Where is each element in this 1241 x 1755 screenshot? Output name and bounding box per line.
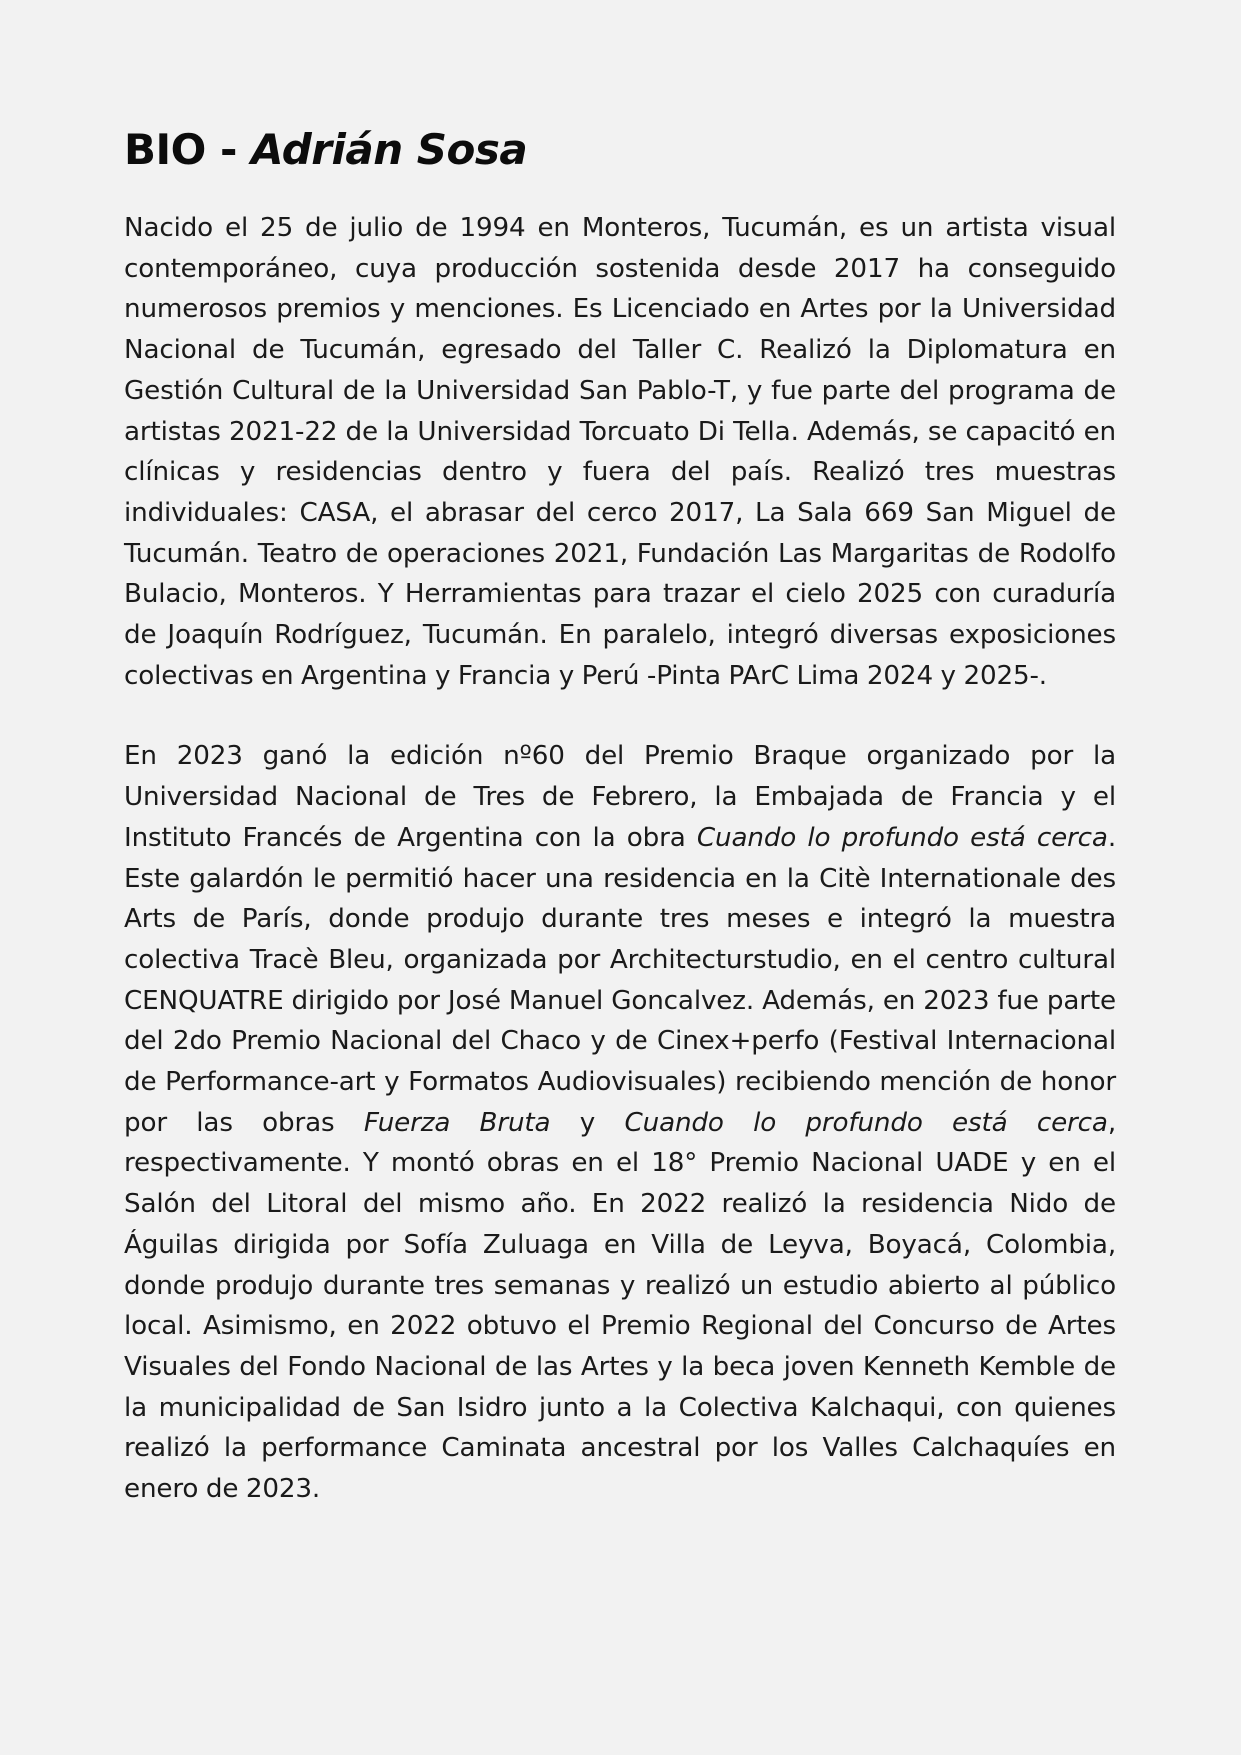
- paragraph-text: , respectivamente. Y montó obras en el 18° Premio Nacional UADE y en el Salón del Litoral del mismo año. En 2022 realizó la residencia Nido de Águilas dirigida por Sofía Zuluaga en Villa de Leyva, Boyacá, Colombia, donde produjo durante tres semanas y realizó un estudio abierto al público local. Asimismo, en 2022 obtuvo el Premio Regional del Concurso de Artes Visuales del Fondo Nacional de las Artes y la beca joven Kenneth Kemble de la municipalidad de San Isidro junto a la Colectiva Kalchaqui, con quienes realizó la performance Caminata ancestral por los Valles Calchaquíes en enero de 2023.: [124, 1107, 1117, 1505]
- document-page: [124, 122, 1116, 1510]
- bio-paragraph-2: [124, 736, 1116, 1509]
- paragraph-text: En 2023 ganó la edición nº60 del Premio Braque organizado por la Universidad Nacional de Tres de Febrero, la Embajada de Francia y el Instituto Francés de Argentina con la obra: [124, 741, 1116, 853]
- paragraph-text: . Este galardón le permitió hacer una residencia en la Citè Internationale des Arts de París, donde produjo durante tres meses e integró la muestra colectiva Tracè Bleu, organizada por Architecturstudio, en el centro cultural CENQUATRE dirigido por José Manuel Goncalvez. Además, en 2023 fue parte del 2do Premio Nacional del Chaco y de Cinex+perfo (Festival Internacional de Performance-art y Formatos Audiovisuales) recibiendo mención de honor por las obras: [124, 822, 1117, 1138]
- artwork-title: Cuando lo profundo está cerca: [696, 822, 1108, 853]
- artwork-title: Fuerza Bruta: [363, 1107, 551, 1138]
- title-artist-name: Adrián Sosa: [251, 125, 528, 174]
- artwork-title: Cuando lo profundo está cerca: [624, 1107, 1108, 1138]
- bio-paragraph-1: Nacido el 25 de julio de 1994 en Monteros, Tucumán, es un artista visual contemporáneo, cuya producción sostenida desde 2017 ha conseguido numerosos premios y menciones. Es Licenciado en Artes por la Universidad Nacional de Tucumán, egresado del Taller C. Realizó la Diplomatura en Gestión Cultural de la Universidad San Pablo-T, y fue parte del programa de artistas 2021-22 de la Universidad Torcuato Di Tella. Además, se capacitó en clínicas y residencias dentro y fuera del país. Realizó tres muestras individuales: CASA, el abrasar del cerco 2017, La Sala 669 San Miguel de Tucumán. Teatro de operaciones 2021, Fundación Las Margaritas de Rodolfo Bulacio, Monteros. Y Herramientas para trazar el cielo 2025 con curaduría de Joaquín Rodríguez, Tucumán. En paralelo, integró diversas exposiciones colectivas en Argentina y Francia y Perú -Pinta PArC Lima 2024 y 2025-.: [124, 213, 1116, 691]
- title-prefix: BIO -: [124, 125, 252, 174]
- paragraph-text: y: [550, 1107, 625, 1138]
- page-title: [124, 122, 1116, 178]
